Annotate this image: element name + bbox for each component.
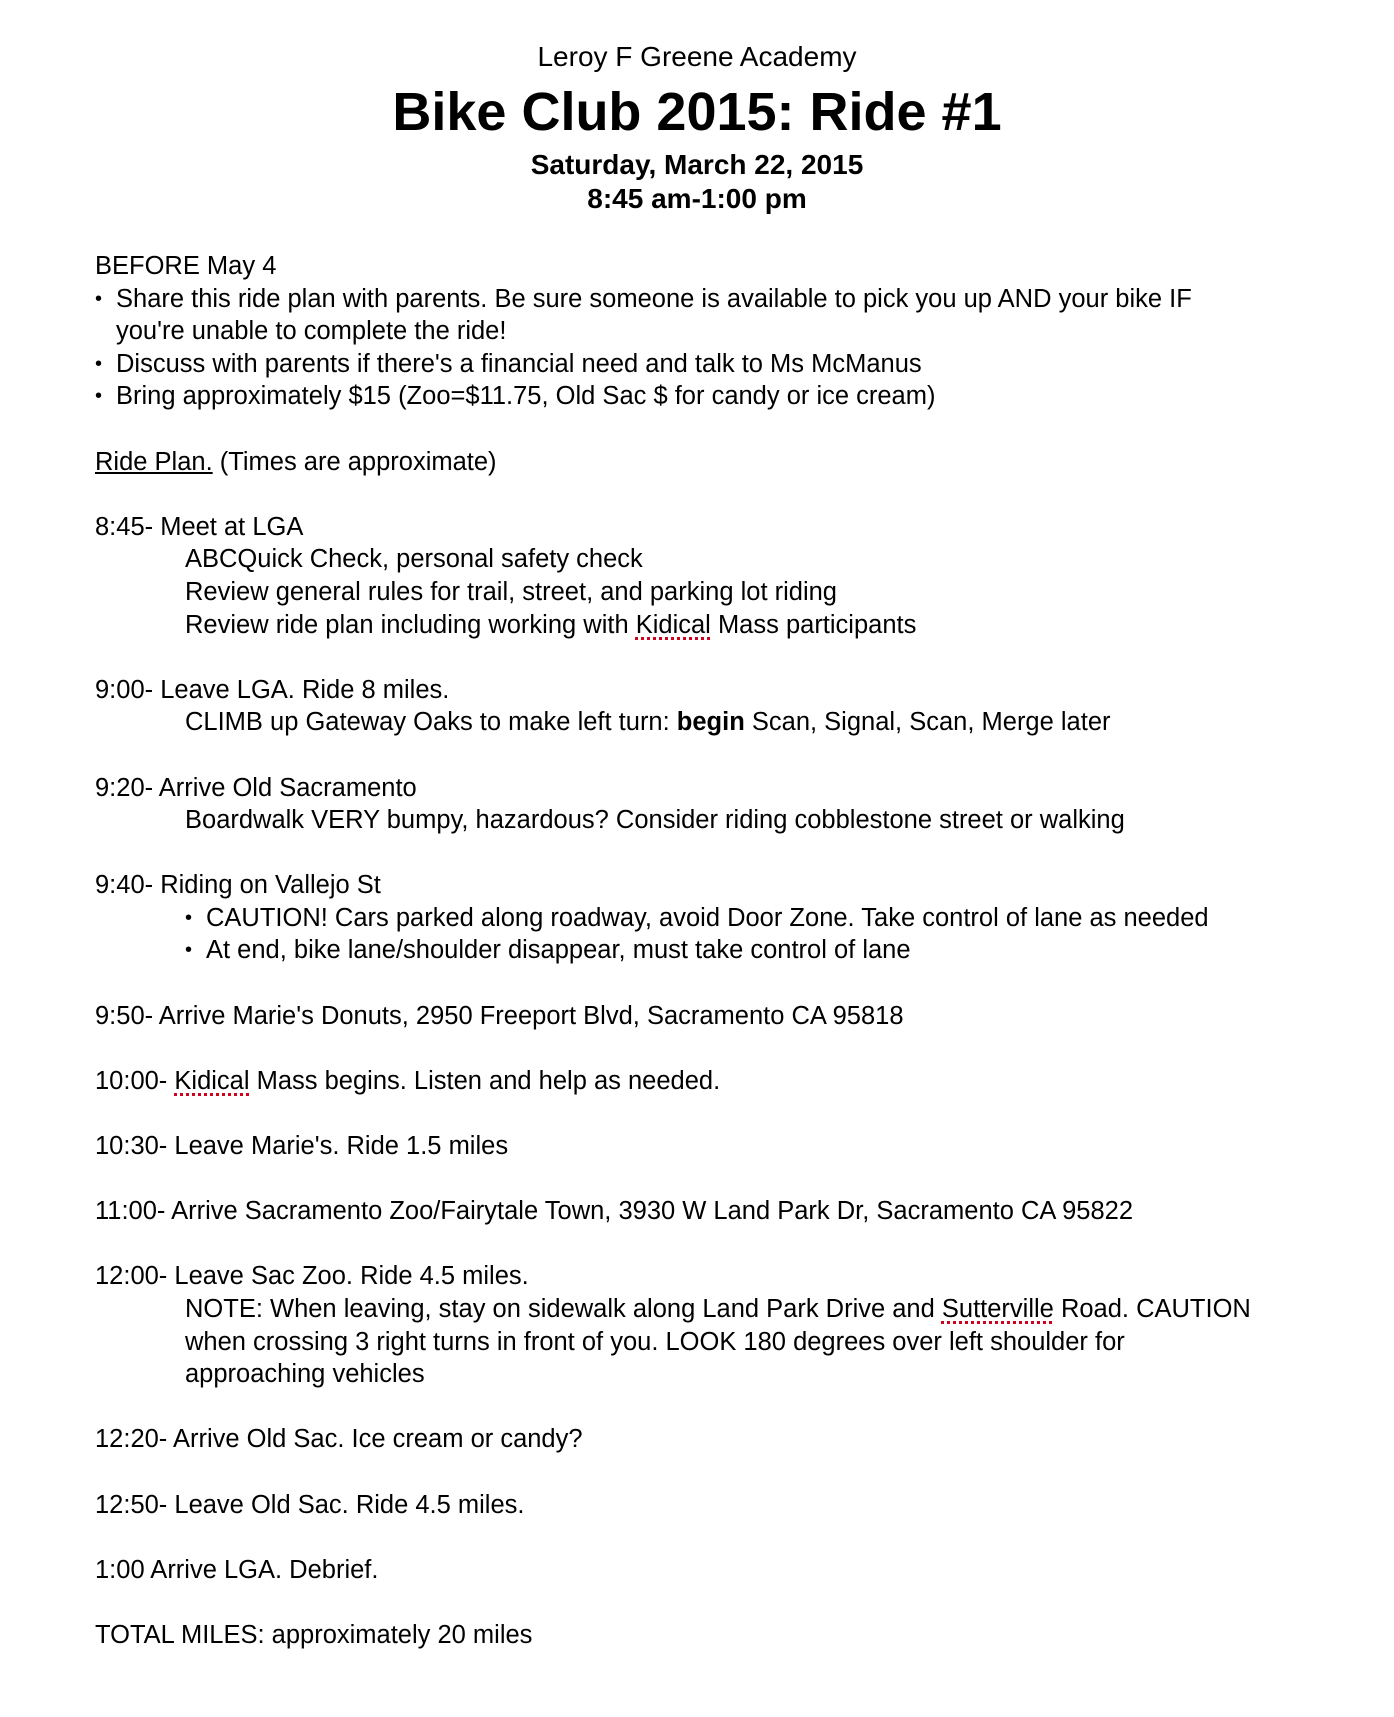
schedule-time: 9:40- Riding on Vallejo St [95, 871, 381, 900]
schedule-note [95, 706, 1385, 739]
bullet-glyph: • [185, 906, 193, 929]
schedule-time: 1:00 Arrive LGA. Debrief. [95, 1555, 379, 1584]
ride-plan-heading-underlined: Ride Plan. [95, 447, 213, 476]
schedule-bullet [95, 902, 1385, 935]
schedule-time: 9:20- Arrive Old Sacramento [95, 773, 417, 802]
note-text: Review ride plan including working with [185, 610, 636, 639]
document-title: Bike Club 2015: Ride #1 [392, 82, 1002, 142]
before-item [95, 283, 1385, 316]
schedule-note [95, 1293, 1385, 1326]
schedule-time: 9:00- Leave LGA. Ride 8 miles. [95, 675, 450, 704]
bullet-glyph: • [95, 385, 103, 408]
schedule-time: 12:00- Leave Sac Zoo. Ride 4.5 miles. [95, 1262, 529, 1291]
total-miles: TOTAL MILES: approximately 20 miles [95, 1620, 533, 1649]
before-item-text: Bring approximately $15 (Zoo=$11.75, Old Sac $ for candy or ice cream) [116, 382, 936, 411]
schedule-bullet-text: At end, bike lane/shoulder disappear, must take control of lane [206, 936, 911, 965]
before-item [95, 380, 1385, 413]
before-heading: BEFORE May 4 [95, 252, 277, 280]
time-text: Mass begins. Listen and help as needed. [249, 1066, 721, 1095]
ride-plan-heading [95, 446, 1385, 479]
schedule-time: 8:45- Meet at LGA [95, 512, 304, 541]
before-item-continuation: you're unable to complete the ride! [116, 317, 507, 346]
school-name: Leroy F Greene Academy [537, 41, 857, 72]
before-item-text: Discuss with parents if there's a financial need and talk to Ms McManus [116, 349, 922, 378]
spellcheck-word: Kidical [635, 610, 711, 639]
schedule-note: approaching vehicles [185, 1360, 425, 1389]
ride-time: 8:45 am-1:00 pm [587, 183, 807, 214]
ride-plan-heading-rest: (Times are approximate) [212, 447, 497, 476]
schedule-note [95, 609, 1385, 642]
ride-date: Saturday, March 22, 2015 [530, 149, 864, 180]
schedule-time: 12:20- Arrive Old Sac. Ice cream or candy? [95, 1425, 583, 1454]
note-bold-text: begin [676, 708, 745, 737]
spellcheck-word: Kidical [174, 1066, 250, 1095]
spellcheck-word: Sutterville [941, 1295, 1054, 1323]
bullet-glyph: • [95, 287, 103, 310]
note-text: Scan, Signal, Scan, Merge later [744, 708, 1111, 737]
schedule-bullet [95, 934, 1385, 967]
schedule-bullet-text: CAUTION! Cars parked along roadway, avoid Door Zone. Take control of lane as needed [206, 903, 1209, 932]
before-item [95, 348, 1385, 381]
time-text: 10:00- [95, 1066, 175, 1095]
schedule-time: 9:50- Arrive Marie's Donuts, 2950 Freeport Blvd, Sacramento CA 95818 [95, 1001, 904, 1030]
schedule-note: Boardwalk VERY bumpy, hazardous? Consider riding cobblestone street or walking [185, 806, 1125, 835]
schedule-note: Review general rules for trail, street, and parking lot riding [185, 577, 837, 606]
schedule-time: 11:00- Arrive Sacramento Zoo/Fairytale Town, 3930 W Land Park Dr, Sacramento CA 95822 [95, 1197, 1134, 1226]
before-item-text: Share this ride plan with parents. Be sure someone is available to pick you up AND your bike IF [116, 284, 1192, 313]
note-text: Road. CAUTION [1053, 1295, 1251, 1323]
bullet-glyph: • [185, 939, 193, 962]
document-body [95, 250, 1385, 1652]
schedule-note: when crossing 3 right turns in front of you. LOOK 180 degrees over left shoulder for [185, 1327, 1125, 1356]
note-text: CLIMB up Gateway Oaks to make left turn: [185, 708, 677, 737]
schedule-time [95, 1065, 1385, 1098]
bullet-glyph: • [95, 352, 103, 375]
schedule-time: 10:30- Leave Marie's. Ride 1.5 miles [95, 1132, 509, 1161]
schedule-note: ABCQuick Check, personal safety check [185, 545, 643, 574]
schedule-time: 12:50- Leave Old Sac. Ride 4.5 miles. [95, 1490, 525, 1519]
note-text: NOTE: When leaving, stay on sidewalk along Land Park Drive and [185, 1295, 942, 1323]
note-text: Mass participants [710, 610, 917, 639]
